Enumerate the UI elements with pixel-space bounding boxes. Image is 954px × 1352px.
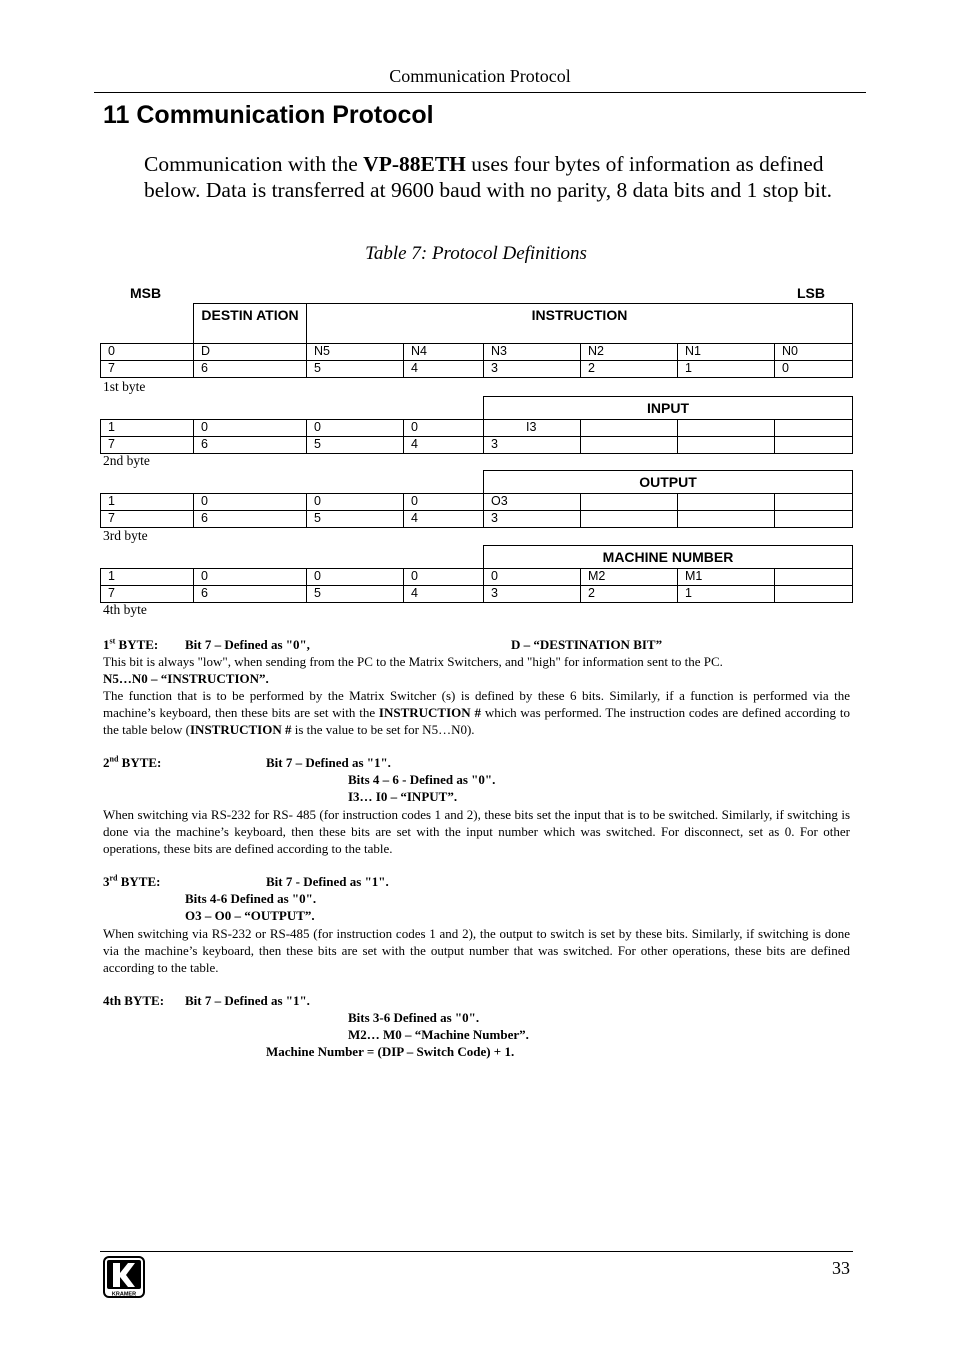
- byte1-cell: 4: [403, 360, 484, 378]
- byte3-bits46: Bits 4-6 Defined as "0".: [185, 891, 317, 906]
- byte1-cell: N0: [774, 343, 853, 361]
- byte4-cell: 1: [100, 568, 194, 586]
- byte1-word: BYTE:: [115, 637, 159, 652]
- kramer-logo-icon: [103, 1256, 145, 1298]
- byte4-cell: 7: [100, 585, 194, 603]
- byte2-cell: 6: [193, 436, 307, 454]
- byte2-cell: 3: [483, 436, 581, 454]
- byte1-cell: 3: [483, 360, 581, 378]
- byte2-cell: 5: [306, 436, 404, 454]
- byte2-heading: [103, 754, 161, 771]
- byte1-instruction-paragraph: [103, 687, 850, 738]
- lsb-label: LSB: [797, 285, 825, 301]
- b1-para-b: INSTRUCTION #: [378, 705, 481, 720]
- byte4-cell: 0: [483, 568, 581, 586]
- byte1-cell: N5: [306, 343, 404, 361]
- running-header: Communication Protocol: [389, 66, 571, 86]
- byte3-cell: O3: [483, 493, 581, 511]
- byte4-cell: 3: [483, 585, 581, 603]
- byte4-cell: [774, 585, 853, 603]
- byte3-bit7: Bit 7 - Defined as "1".: [266, 874, 389, 889]
- byte1-sup: st: [109, 636, 116, 646]
- byte2-cell: 1: [100, 419, 194, 437]
- footer-rule: [100, 1251, 853, 1252]
- byte2-cell: 0: [403, 419, 484, 437]
- byte1-cell: N4: [403, 343, 484, 361]
- byte3-cell: [774, 493, 853, 511]
- byte3-word: BYTE:: [117, 874, 161, 889]
- b1-para-e: is the value to be set for N5…N0).: [291, 722, 475, 737]
- byte4-cell: 4: [403, 585, 484, 603]
- byte1-cell: 7: [100, 360, 194, 378]
- byte2-bit7: Bit 7 – Defined as "1".: [266, 755, 391, 770]
- byte4-label: 4th byte: [103, 602, 147, 617]
- byte3-sup: rd: [109, 873, 118, 883]
- byte4-cell: 2: [580, 585, 678, 603]
- byte4-heading: 4th BYTE:: [103, 993, 165, 1008]
- byte3-output-bits: O3 – O0 – “OUTPUT”.: [185, 908, 315, 923]
- byte1-instruction-heading: N5…N0 – “INSTRUCTION”.: [103, 671, 269, 686]
- table-caption: Table 7: Protocol Definitions: [365, 243, 587, 264]
- byte1-cell: 6: [193, 360, 307, 378]
- byte2-cell: [677, 436, 775, 454]
- byte4-cell: 0: [306, 568, 404, 586]
- byte3-cell: [677, 510, 775, 528]
- byte4-cell: 0: [403, 568, 484, 586]
- intro-paragraph: [144, 151, 856, 203]
- intro-product: VP-88ETH: [363, 152, 466, 176]
- logo-text: KRAMER: [111, 1291, 137, 1298]
- byte3-cell: 3: [483, 510, 581, 528]
- byte1-cell: 0: [100, 343, 194, 361]
- byte1-cell: N1: [677, 343, 775, 361]
- b1-para-a: The function that is to be performed by the Matrix Switcher (s) is defined by these 6 bits. Similarly, if a function is performed via the machine’s keyboard, then these bits are set with the: [103, 688, 850, 720]
- input-header: INPUT: [483, 396, 853, 420]
- byte3-cell: 0: [193, 493, 307, 511]
- byte2-cell: 0: [193, 419, 307, 437]
- intro-text-after: uses four bytes of information as defined below. Data is transferred at 9600 baud with no parity, 8 data bits and 1 stop bit.: [144, 152, 833, 202]
- byte2-label: 2nd byte: [103, 453, 150, 468]
- byte4-cell: [774, 568, 853, 586]
- byte1-cell: N3: [483, 343, 581, 361]
- byte2-cell: [580, 436, 678, 454]
- byte1-cell: N2: [580, 343, 678, 361]
- byte1-description: This bit is always "low", when sending from the PC to the Matrix Switchers, and "high" for information sent to the PC.: [103, 654, 723, 669]
- byte3-cell: [774, 510, 853, 528]
- byte3-cell: [677, 493, 775, 511]
- byte2-paragraph: When switching via RS-232 for RS- 485 (for instruction codes 1 and 2), these bits set the input that is to be switched. Similarly, if switching is done via the machine’s keyboard, then these bits are set with the input number which was switched. For disconnect, set as 0. For other operations, these bits are defined according to the table.: [103, 807, 850, 856]
- byte3-cell: 4: [403, 510, 484, 528]
- byte1-cell: 0: [774, 360, 853, 378]
- instruction-header: INSTRUCTION: [306, 303, 853, 344]
- chapter-title: 11 Communication Protocol: [103, 101, 434, 129]
- byte2-cell: I3: [483, 419, 581, 437]
- byte2-num: 2: [103, 755, 110, 770]
- intro-text-before: Communication with the: [144, 152, 364, 176]
- byte2-sup: nd: [109, 754, 119, 764]
- byte3-cell: 5: [306, 510, 404, 528]
- byte2-cell: 7: [100, 436, 194, 454]
- byte3-cell: 0: [306, 493, 404, 511]
- byte4-cell: M1: [677, 568, 775, 586]
- byte1-cell: 2: [580, 360, 678, 378]
- byte1-heading: [103, 636, 158, 653]
- byte4-cell: 6: [193, 585, 307, 603]
- byte4-bit7: Bit 7 – Defined as "1".: [185, 993, 310, 1008]
- byte2-bits46: Bits 4 – 6 - Defined as "0".: [348, 772, 496, 787]
- byte4-cell: 0: [193, 568, 307, 586]
- msb-label: MSB: [130, 285, 162, 301]
- byte3-num: 3: [103, 874, 110, 889]
- page-number: 33: [832, 1258, 850, 1278]
- byte1-cell: D: [193, 343, 307, 361]
- byte1-label: 1st byte: [103, 379, 146, 394]
- byte2-word: BYTE:: [118, 755, 162, 770]
- byte4-machine-formula: Machine Number = (DIP – Switch Code) + 1.: [266, 1044, 515, 1059]
- byte2-cell: 0: [306, 419, 404, 437]
- byte3-label: 3rd byte: [103, 528, 148, 543]
- b1-para-c: which was performed. The instruction codes are defined according to the table below (: [103, 705, 850, 737]
- byte4-machine-bits: M2… M0 – “Machine Number”.: [348, 1027, 529, 1042]
- byte3-cell: 7: [100, 510, 194, 528]
- byte2-cell: [774, 419, 853, 437]
- byte4-cell: M2: [580, 568, 678, 586]
- byte3-cell: [580, 493, 678, 511]
- byte2-cell: [677, 419, 775, 437]
- byte3-cell: 6: [193, 510, 307, 528]
- byte3-paragraph: When switching via RS-232 or RS-485 (for instruction codes 1 and 2), the output to switch is set by these bits. Similarly, if switching is done via the machine’s keyboard, then these bits are set with the output number that was switched. For other operations, these bits are defined according to the table.: [103, 926, 850, 975]
- machine-number-header: MACHINE NUMBER: [483, 545, 853, 569]
- byte4-cell: 5: [306, 585, 404, 603]
- byte2-input-bits: I3… I0 – “INPUT”.: [348, 789, 458, 804]
- byte2-cell: [580, 419, 678, 437]
- byte4-bits36: Bits 3-6 Defined as "0".: [348, 1010, 480, 1025]
- byte3-cell: 0: [403, 493, 484, 511]
- byte3-cell: [580, 510, 678, 528]
- byte2-cell: 4: [403, 436, 484, 454]
- output-header: OUTPUT: [483, 470, 853, 494]
- byte1-cell: 1: [677, 360, 775, 378]
- byte1-destination-bit: D – “DESTINATION BIT”: [511, 637, 663, 652]
- header-rule: [94, 92, 866, 93]
- byte2-cell: [774, 436, 853, 454]
- byte1-num: 1: [103, 637, 110, 652]
- byte3-heading: [103, 873, 160, 890]
- destination-header: DESTIN ATION: [193, 303, 307, 344]
- byte1-bit7: Bit 7 – Defined as "0",: [185, 637, 310, 652]
- byte3-cell: 1: [100, 493, 194, 511]
- b1-para-d: INSTRUCTION #: [190, 722, 292, 737]
- byte1-cell: 5: [306, 360, 404, 378]
- byte4-cell: 1: [677, 585, 775, 603]
